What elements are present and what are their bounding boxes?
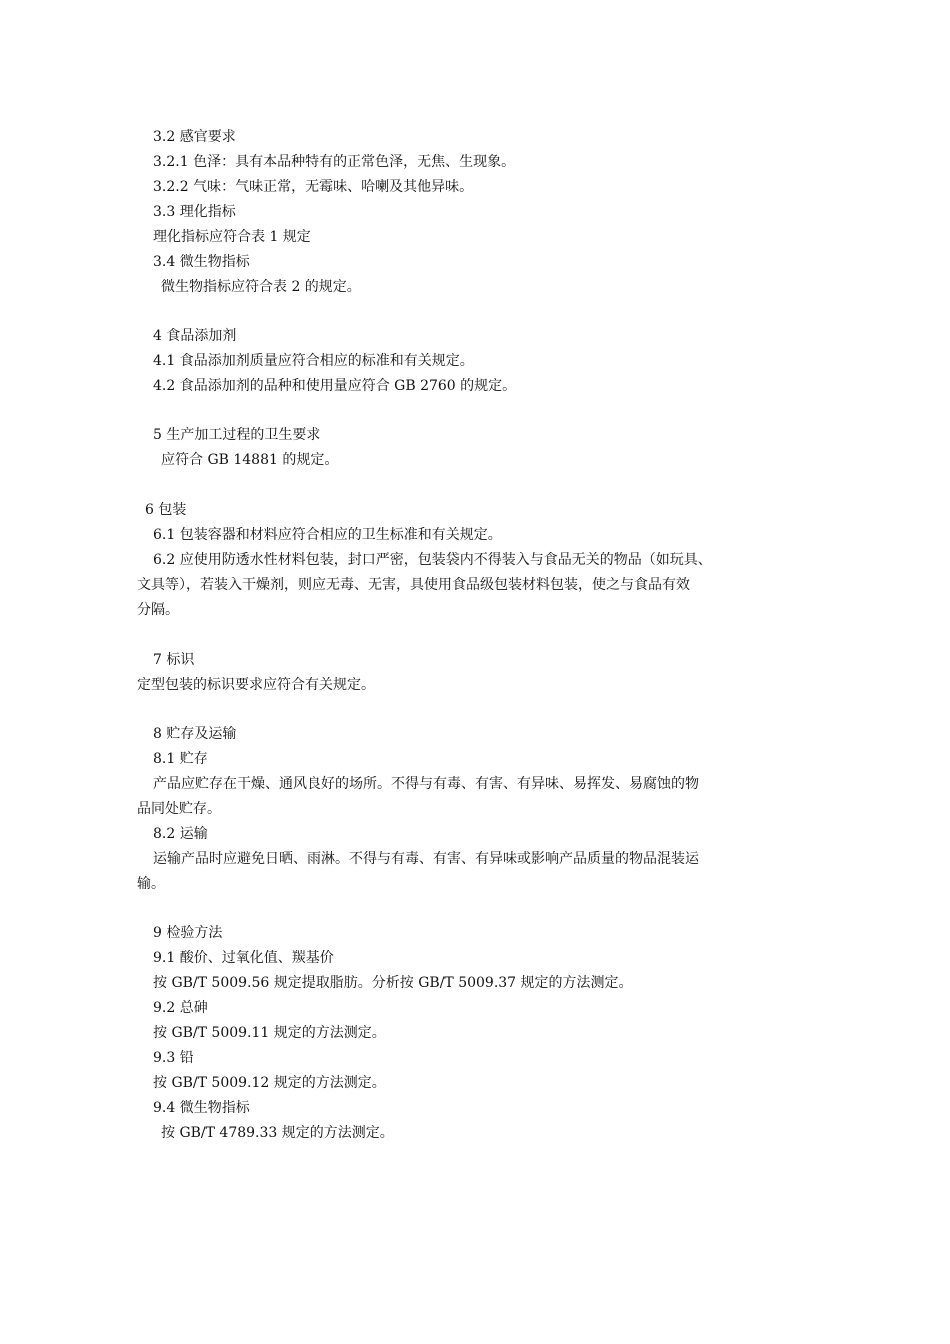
heading-5: 5 生产加工过程的卫生要求 xyxy=(153,427,321,443)
heading-9-3: 9.3 铅 xyxy=(153,1050,194,1066)
paragraph-6-1: 6.1 包装容器和材料应符合相应的卫生标准和有关规定。 xyxy=(153,527,502,543)
heading-6: 6 包装 xyxy=(145,502,187,518)
heading-9-2: 9.2 总砷 xyxy=(153,1000,208,1016)
heading-9-4: 9.4 微生物指标 xyxy=(153,1100,250,1116)
paragraph-4-2: 4.2 食品添加剂的品种和使用量应符合 GB 2760 的规定。 xyxy=(153,378,517,394)
paragraph-5: 应符合 GB 14881 的规定。 xyxy=(161,452,339,468)
heading-3-4: 3.4 微生物指标 xyxy=(153,254,250,270)
paragraph-3-2-1: 3.2.1 色泽：具有本品种特有的正常色泽，无焦、生现象。 xyxy=(153,154,516,170)
paragraph-9-1: 按 GB/T 5009.56 规定提取脂肪。分析按 GB/T 5009.37 规定的方法测定。 xyxy=(153,975,633,991)
heading-8-1: 8.1 贮存 xyxy=(153,751,208,767)
paragraph-6-2-line-3: 分隔。 xyxy=(137,602,179,618)
paragraph-8-2-line-2: 输。 xyxy=(137,876,165,892)
heading-9-1: 9.1 酸价、过氧化值、羰基价 xyxy=(153,950,334,966)
paragraph-3-2-2: 3.2.2 气味：气味正常，无霉味、哈喇及其他异味。 xyxy=(153,179,474,195)
paragraph-3-4: 微生物指标应符合表 2 的规定。 xyxy=(161,279,361,295)
paragraph-8-1-line-1: 产品应贮存在干燥、通风良好的场所。不得与有毒、有害、有异味、易挥发、易腐蚀的物 xyxy=(153,776,699,792)
paragraph-8-1-line-2: 品同处贮存。 xyxy=(137,801,221,817)
heading-8: 8 贮存及运输 xyxy=(153,726,237,742)
paragraph-6-2-line-1: 6.2 应使用防透水性材料包装，封口严密，包装袋内不得装入与食品无关的物品（如玩具、 xyxy=(153,552,712,568)
heading-4: 4 食品添加剂 xyxy=(153,328,237,344)
heading-3-2: 3.2 感官要求 xyxy=(153,129,236,145)
heading-7: 7 标识 xyxy=(153,652,195,668)
paragraph-9-2: 按 GB/T 5009.11 规定的方法测定。 xyxy=(153,1025,386,1041)
paragraph-9-4: 按 GB/T 4789.33 规定的方法测定。 xyxy=(161,1125,394,1141)
heading-8-2: 8.2 运输 xyxy=(153,826,208,842)
paragraph-7: 定型包装的标识要求应符合有关规定。 xyxy=(137,677,375,693)
paragraph-6-2-line-2: 文具等），若装入干燥剂，则应无毒、无害，具使用食品级包装材料包装，使之与食品有效 xyxy=(137,577,690,593)
paragraph-4-1: 4.1 食品添加剂质量应符合相应的标准和有关规定。 xyxy=(153,353,474,369)
heading-9: 9 检验方法 xyxy=(153,925,223,941)
paragraph-8-2-line-1: 运输产品时应避免日晒、雨淋。不得与有毒、有害、有异味或影响产品质量的物品混装运 xyxy=(153,851,699,867)
paragraph-9-3: 按 GB/T 5009.12 规定的方法测定。 xyxy=(153,1075,386,1091)
paragraph-3-3: 理化指标应符合表 1 规定 xyxy=(153,229,311,245)
heading-3-3: 3.3 理化指标 xyxy=(153,204,236,220)
